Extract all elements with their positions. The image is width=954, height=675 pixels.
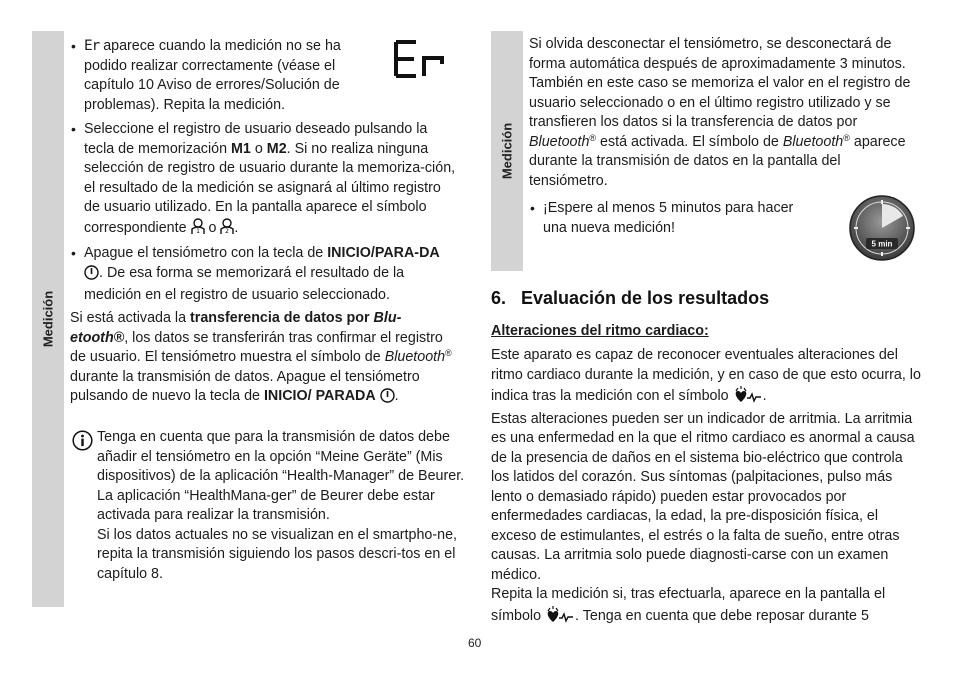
bluetooth-transfer-paragraph: Si está activada la transferencia de datos por Blu-etooth®, los datos se transferirán tras confirmar el registro de usuario. El tensiómetro muestra el símbolo de Bluetooth® durante la transmisión de datos. Apague el tensiómetro pulsando de nuevo la tecla de INICIO/ PARADA . [70,309,458,410]
heart-arrhythmia-icon [733,385,763,410]
subsection-heading: Alteraciones del ritmo cardiaco: [491,323,709,339]
bullet-error-text: Er aparece cuando la medición no se ha podido realizar correctamente (véase el capítulo 10 Aviso de errores/Solución de problemas). Repita la medición. [84,38,341,113]
bullet-marker: • [71,38,76,54]
er-inline-symbol: Er [84,38,100,54]
power-icon [84,265,99,287]
timer-label: 5 min [871,239,893,249]
sidebar-label: Medición [40,290,56,348]
heart-arrhythmia-icon [545,605,575,630]
bullet-marker: • [71,121,76,137]
sidebar-label: Medición [499,122,515,180]
bullet-select-user-text: Seleccione el registro de usuario deseado pulsando la tecla de memorización M1 o M2. Si no realiza ninguna selección de registro de usuario durante la memoriza-ción, el resultado de la medición se asignará al último registro de usuario utilizado. En la pantalla aparece el símbolo correspondiente 1 o 2 . [84,120,456,241]
user1-icon [191,218,205,242]
svg-text:1: 1 [195,227,200,235]
bullet-marker: • [530,200,535,216]
info-note-text: Tenga en cuenta que para la transmisión de datos debe añadir el tensiómetro en la opción “Meine Geräte” (Mis dispositivos) de la aplicación “Health-Manager” de Beurer. La aplicación “HealthMana-ger” de Beurer debe estar activada para realizar la transmisión. Si los datos actuales no se visualizan en el smartpho-ne, repita la transmisión siguiendo los pasos descri-tos en el capítulo 8. [97,429,465,582]
info-icon [72,430,93,456]
page-number: 60 [468,636,482,650]
auto-off-paragraph: Si olvida desconectar el tensiómetro, se desconectará de forma automática después de aproximadamente 3 minutos. También en este caso se memoriza el valor en el registro de usuario seleccionado o en el último registro utilizado y se transfieren los datos si la transferencia de datos por Bluetooth® está activada. El símbolo de Bluetooth® aparece durante la transmisión de datos en la pantalla del tensiómetro. [529,36,911,189]
bullet-wait-text: ¡Espere al menos 5 minutos para hacer una nueva medición! [543,200,794,236]
sidebar-tab-right [491,31,523,271]
power-icon [380,388,395,410]
user2-icon [220,218,234,242]
section-heading: 6. Evaluación de los resultados [491,288,770,308]
bullet-marker: • [71,245,76,261]
timer-icon [848,194,916,262]
arrhythmia-paragraph: Este aparato es capaz de reconocer eventuales alteraciones del ritmo cardiaco durante la medición, y en caso de que esto ocurra, lo indica tras la medición con el símbolo . Estas alteraciones pueden ser un indicador de arritmia. La arritmia es una enfermedad en la que el ritmo cardiaco es anormal a causa de la presencia de daños en el sistema bio-eléctrico que controla los latidos del corazón. Sus síntomas (palpitaciones, pulso más lento o demasiado rápido) pueden estar provocados por enfermedades cardiacas, la edad, la pre-disposición física, el exceso de estimulantes, el estrés o la falta de sueño, entre otras causas. La arritmia solo puede diagnosti-carse con un examen médico. Repita la medición si, tras efectuarla, aparece en la pantalla el símbolo . Tenga en cuenta que debe reposar durante 5 [491,346,923,629]
sidebar-tab-left [32,31,64,607]
er-display-symbol [392,38,448,80]
bullet-power-off-text: Apague el tensiómetro con la tecla de INICIO/PARA-DA . De esa forma se memorizará el resultado de la medición en el registro de usuario seleccionado. [84,245,440,303]
svg-text:2: 2 [225,227,230,235]
